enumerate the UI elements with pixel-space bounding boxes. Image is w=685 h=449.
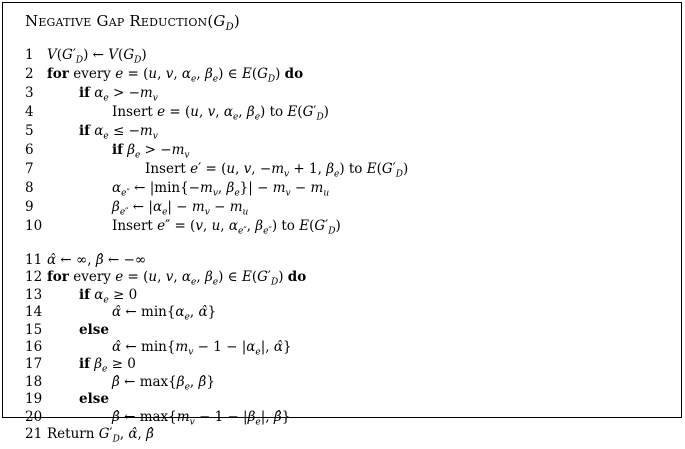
line-text: $\beta_{e''}$ ← $|\alpha_e| - m_v - m_u$ — [112, 199, 249, 218]
line-text: for every e = (u, v, $\alpha_e$, $\beta_e$) ∈ $E(G'_D)$ do — [47, 269, 307, 289]
code-line-11 — [0, 252, 685, 269]
line-text: else — [79, 321, 109, 338]
code-line-19 — [0, 391, 685, 408]
code-line-8 — [0, 180, 685, 197]
line-number: 6 — [25, 142, 34, 158]
code-line-17 — [0, 356, 685, 376]
line-number: 12 — [25, 269, 43, 286]
line-number: 11 — [25, 252, 43, 268]
code-line-16 — [0, 339, 685, 356]
code-line-10 — [0, 218, 685, 235]
line-text: α̂ ← $\min\{\alpha_e$, α̂} — [112, 304, 217, 323]
code-line-9 — [0, 199, 685, 216]
line-text: Insert e′ = (u, v, $-m_v + 1$, $\beta_e$) to $E(G'_D)$ — [145, 161, 409, 180]
line-text: if $\beta_e > -m_v$ — [112, 142, 190, 161]
code-line-20 — [0, 409, 685, 426]
line-text: if $\alpha_e \le -m_v$ — [79, 123, 158, 142]
line-number: 10 — [25, 218, 43, 234]
line-number: 5 — [25, 123, 34, 139]
line-number: 17 — [25, 356, 43, 373]
line-text: else — [79, 391, 109, 408]
line-number: 1 — [25, 47, 34, 63]
code-line-1 — [0, 47, 685, 64]
line-number: 15 — [25, 321, 43, 338]
line-number: 18 — [25, 373, 43, 390]
code-line-15 — [0, 322, 685, 339]
line-number: 13 — [25, 286, 43, 303]
line-number: 20 — [25, 408, 43, 425]
code-line-13 — [0, 287, 685, 304]
code-line-14 — [0, 304, 685, 321]
line-text: β̂ ← $\max\{\beta_e$, β̂} — [112, 373, 215, 393]
line-text: if $\alpha_e \ge 0$ — [79, 286, 138, 306]
line-text: if $\alpha_e > -m_v$ — [79, 85, 158, 104]
code-line-3 — [0, 85, 685, 102]
line-text: $V(G'_D)$ ← $V(G_D)$ — [47, 47, 147, 66]
code-line-7 — [0, 161, 685, 178]
line-number: 8 — [25, 180, 34, 196]
line-number: 14 — [25, 304, 43, 321]
line-number: 3 — [25, 85, 34, 101]
line-text: β̂ ← $\max\{m_v - 1 - |\beta_e|$, β̂} — [112, 408, 291, 428]
line-number: 16 — [25, 339, 43, 355]
algorithm-title: Negative Gap $Reduction(G_D)$ — [25, 12, 240, 33]
line-text: $\alpha_{e''}$ ← $|\min\{-m_v$, $\beta_e\}| - m_v - m_u$ — [112, 180, 330, 199]
code-line-5 — [0, 123, 685, 140]
code-line-12 — [0, 269, 685, 289]
code-line-21 — [0, 426, 685, 443]
code-line-6 — [0, 142, 685, 159]
code-line-4 — [0, 104, 685, 121]
line-text: if $\beta_e \ge 0$ — [79, 356, 136, 376]
line-text: α̂ ← ∞, β̂ ← −∞ — [47, 252, 147, 268]
line-text: α̂ ← $\min\{m_v - 1 - |\alpha_e|$, α̂} — [112, 339, 292, 358]
line-text: Insert e″ = (v, u, $\alpha_{e''}$, $\beta_{e''}$) to $E(G'_D)$ — [112, 218, 341, 237]
line-text: Return $G'_D$, α̂, β̂ — [47, 426, 154, 445]
line-number: 19 — [25, 391, 43, 408]
code-line-2 — [0, 66, 685, 83]
line-number: 4 — [25, 104, 34, 120]
line-number: 21 — [25, 426, 43, 442]
line-text: Insert e = (u, v, $\alpha_e$, $\beta_e$) to $E(G'_D)$ — [112, 104, 329, 123]
line-text: for every e = (u, v, $\alpha_e$, $\beta_e$) ∈ $E(G_D)$ do — [47, 66, 304, 85]
code-line-18 — [0, 374, 685, 391]
line-number: 7 — [25, 161, 34, 177]
line-number: 9 — [25, 199, 34, 215]
line-number: 2 — [25, 66, 34, 82]
